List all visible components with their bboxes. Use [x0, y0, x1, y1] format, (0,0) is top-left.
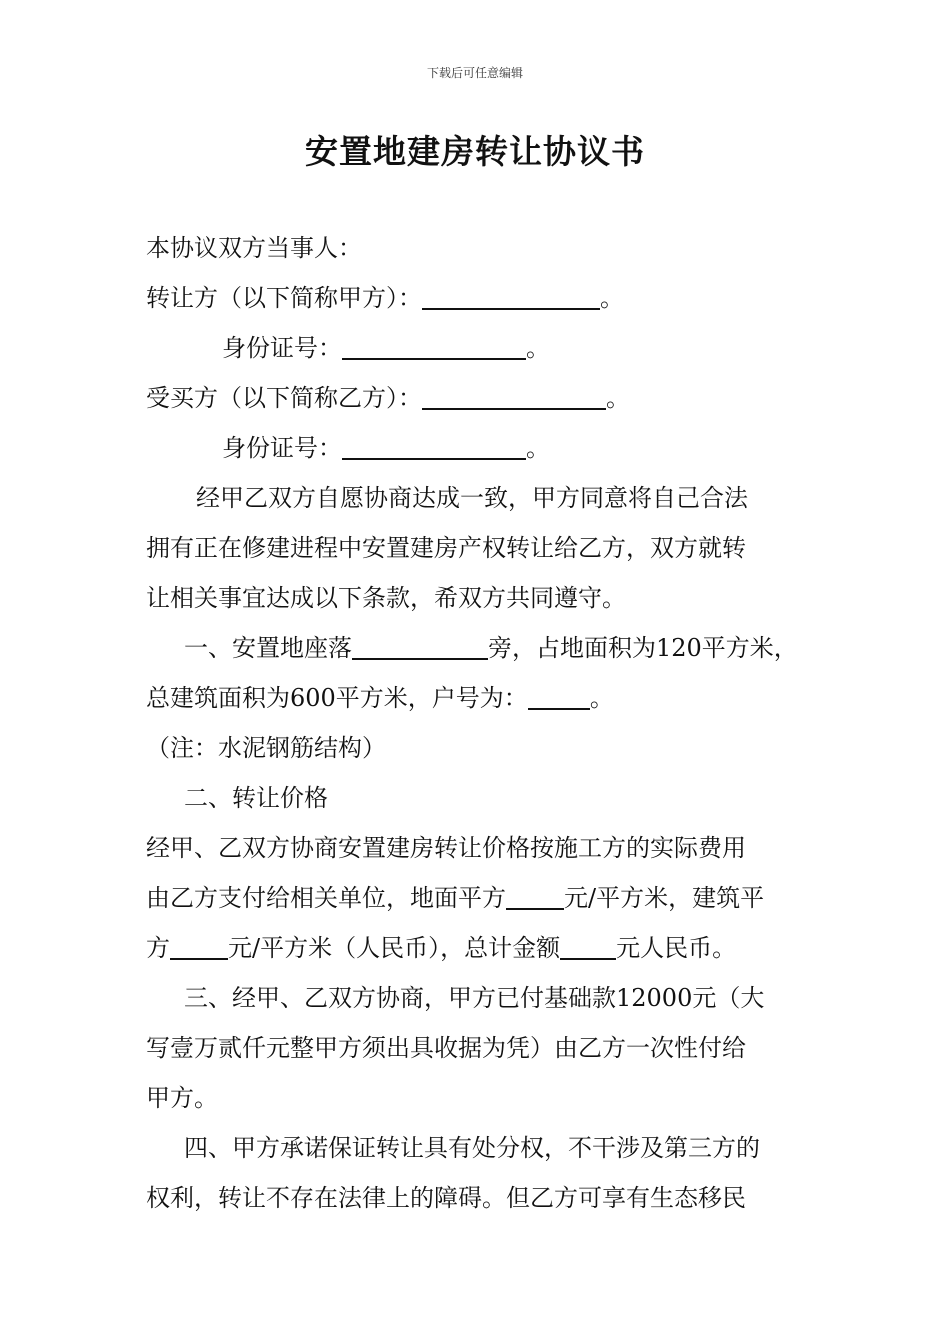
page-header: 下载后可任意编辑 [426, 66, 523, 80]
clause-1-line-1 [184, 633, 798, 663]
line-text: 。 [589, 684, 614, 712]
clause-1-note [146, 733, 386, 763]
location-blank [352, 636, 488, 660]
parties-intro [146, 233, 362, 263]
total-amount-blank [560, 936, 616, 960]
line-text: 元/平方米（人民币），总计金额 [228, 934, 561, 962]
transferor-id-line [222, 333, 550, 363]
line-text: 身份证号： [222, 434, 342, 462]
ground-price-blank [506, 886, 564, 910]
clause-2-line-2 [146, 883, 764, 913]
clause-2-heading [184, 783, 328, 813]
transferee-line [146, 383, 630, 413]
clause-3-line-1 [184, 983, 764, 1013]
preamble-line-1 [196, 483, 748, 513]
line-text: 转让方（以下简称甲方）： [146, 284, 422, 312]
clause-2-line-3 [146, 933, 736, 963]
line-text: 。 [600, 284, 624, 312]
line-text: 一、安置地座落 [184, 634, 352, 662]
line-text: 写壹万贰仟元整甲方须出具收据为凭）由乙方一次性付给 [146, 1034, 746, 1062]
clause-1-line-2 [146, 683, 614, 713]
clause-4-line-2 [146, 1183, 746, 1213]
line-text: 三、经甲、乙双方协商，甲方已付基础款12000元（大 [184, 984, 765, 1012]
line-text: 总建筑面积为600平方米，户号为： [146, 684, 528, 712]
clause-2-line-1 [146, 833, 746, 863]
clause-3-line-3 [146, 1083, 218, 1113]
clause-4-line-1 [184, 1133, 760, 1163]
line-text: 身份证号： [222, 334, 342, 362]
line-text: 。 [526, 334, 550, 362]
line-text: 经甲乙双方自愿协商达成一致，甲方同意将自己合法 [196, 484, 748, 512]
house-number-blank [528, 686, 590, 710]
line-text: 本协议双方当事人： [146, 234, 362, 262]
line-text: 受买方（以下简称乙方）： [146, 384, 422, 412]
transferor-line [146, 283, 624, 313]
preamble-line-3 [146, 583, 626, 613]
line-text: 元人民币。 [616, 934, 737, 962]
transferee-id-line [222, 433, 550, 463]
line-text: 权利，转让不存在法律上的障碍。但乙方可享有生态移民 [146, 1184, 746, 1212]
transferee-name-blank [422, 386, 606, 410]
line-text: （注：水泥钢筋结构） [146, 734, 386, 762]
line-text: 方 [146, 934, 170, 962]
line-text: 。 [526, 434, 550, 462]
line-text: 经甲、乙双方协商安置建房转让价格按施工方的实际费用 [146, 834, 746, 862]
line-text: 二、转让价格 [184, 784, 328, 812]
line-text: 。 [606, 384, 630, 412]
line-text: 旁，占地面积为120平方米， [488, 634, 798, 662]
line-text: 甲方。 [146, 1084, 218, 1112]
line-text: 拥有正在修建进程中安置建房产权转让给乙方，双方就转 [146, 534, 746, 562]
line-text: 由乙方支付给相关单位，地面平方 [146, 884, 506, 912]
transferor-id-blank [342, 336, 526, 360]
transferee-id-blank [342, 436, 526, 460]
clause-3-line-2 [146, 1033, 746, 1063]
document-title: 安置地建房转让协议书 [305, 132, 645, 171]
transferor-name-blank [422, 286, 600, 310]
line-text: 元/平方米，建筑平 [564, 884, 765, 912]
line-text: 四、甲方承诺保证转让具有处分权，不干涉及第三方的 [184, 1134, 760, 1162]
building-price-blank [170, 936, 228, 960]
line-text: 让相关事宜达成以下条款，希双方共同遵守。 [146, 584, 626, 612]
preamble-line-2 [146, 533, 746, 563]
